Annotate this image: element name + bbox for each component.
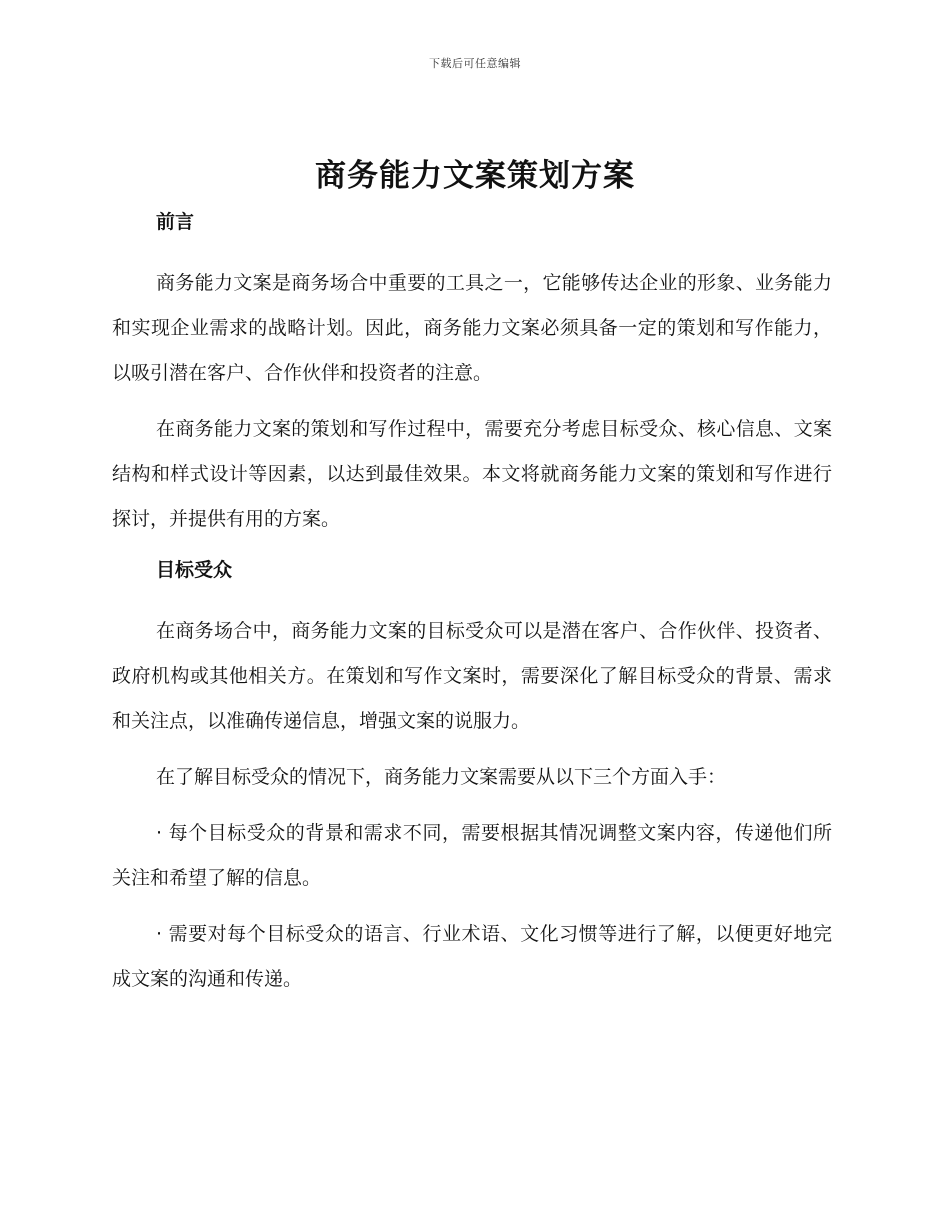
document-body xyxy=(112,205,832,1002)
paragraph: 商务能力文案是商务场合中重要的工具之一，它能够传达企业的形象、业务能力和实现企业需求的战略计划。因此，商务能力文案必须具备一定的策划和写作能力，以吸引潜在客户、合作伙伴和投资者的注意。 xyxy=(112,272,832,384)
bullet-paragraph: · 需要对每个目标受众的语言、行业术语、文化习惯等进行了解，以便更好地完成文案的沟通和传递。 xyxy=(112,923,832,990)
header-note: 下载后可任意编辑 xyxy=(429,57,521,70)
paragraph: 在商务能力文案的策划和写作过程中，需要充分考虑目标受众、核心信息、文案结构和样式设计等因素，以达到最佳效果。本文将就商务能力文案的策划和写作进行探讨，并提供有用的方案。 xyxy=(112,418,832,530)
bullet-paragraph: · 每个目标受众的背景和需求不同，需要根据其情况调整文案内容，传递他们所关注和希望了解的信息。 xyxy=(112,822,832,889)
section-heading: 目标受众 xyxy=(156,559,233,581)
section-preface xyxy=(112,205,832,542)
section-target-audience xyxy=(112,553,832,1002)
paragraph: 在了解目标受众的情况下，商务能力文案需要从以下三个方面入手： xyxy=(156,766,727,788)
paragraph: 在商务场合中，商务能力文案的目标受众可以是潜在客户、合作伙伴、投资者、政府机构或其他相关方。在策划和写作文案时，需要深化了解目标受众的背景、需求和关注点，以准确传递信息，增强文案的说服力。 xyxy=(112,620,832,732)
section-heading: 前言 xyxy=(156,211,195,233)
document-title: 商务能力文案策划方案 xyxy=(315,158,635,194)
